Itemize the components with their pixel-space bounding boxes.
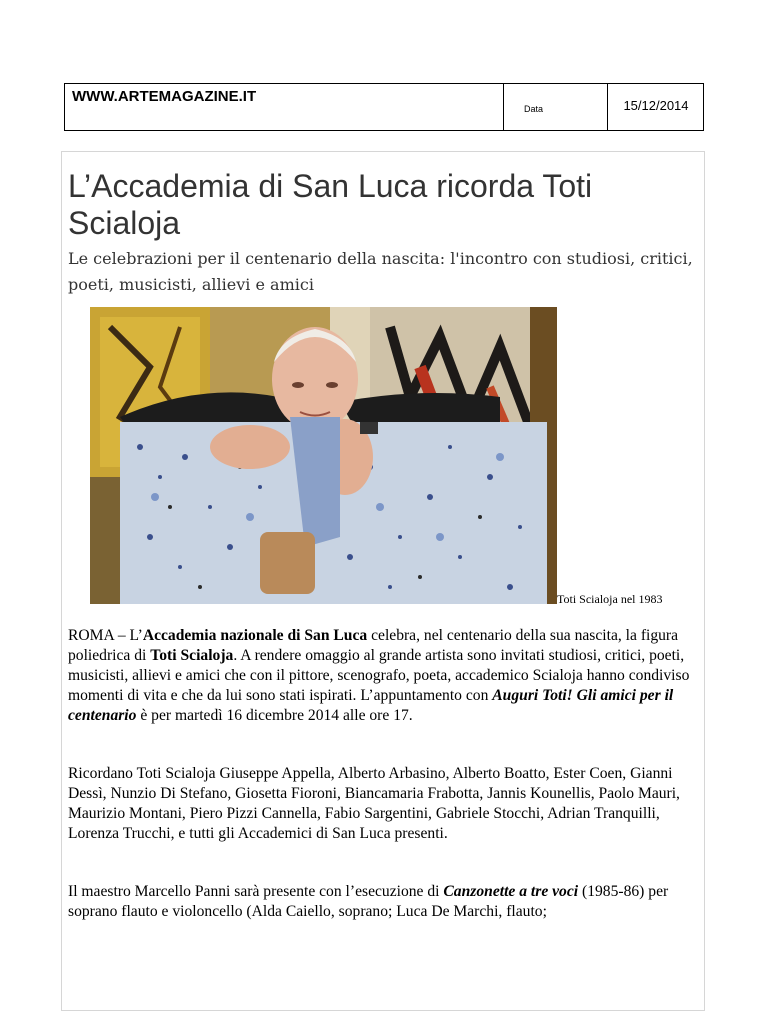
p1-text-g: è per martedì 16 dicembre 2014 alle ore 17. — [136, 707, 413, 724]
date-label-cell — [503, 84, 608, 130]
masthead-box — [64, 83, 704, 131]
p1-academy-name: Accademia nazionale di San Luca — [142, 627, 368, 644]
photo-caption: Toti Scialoja nel 1983 — [557, 592, 663, 606]
body-paragraph-1 — [68, 626, 700, 726]
article-subtitle: Le celebrazioni per il centenario della nascita: l'incontro con studiosi, critici, poeti, musicisti, allievi e amici — [68, 249, 693, 294]
p1-text-a: ROMA – L’ — [68, 627, 143, 644]
date-label: Data — [524, 104, 544, 114]
site-name: WWW.ARTEMAGAZINE.IT — [72, 88, 257, 105]
article-photo — [90, 307, 557, 604]
body-paragraph-2: Ricordano Toti Scialoja Giuseppe Appella, Alberto Arbasino, Alberto Boatto, Ester Coen, Gianni Dessì, Nunzio Di Stefano, Giosetta Fioroni, Biancamaria Frabotta, Jannis Kounellis, Paolo Mauri, Maurizio Montani, Piero Pizzi Cannella, Fabio Sargentini, Gabriele Stocchi, Adrian Tranquilli, Lorenza Trucchi, e tutti gli Accademici di San Luca presenti. — [68, 765, 680, 842]
p1-text-c: celebra, nel centenario della sua nascita, la figura poliedrica di — [68, 627, 679, 664]
article-title: L’Accademia di San Luca ricorda Toti Scialoja — [68, 168, 593, 241]
date-value: 15/12/2014 — [623, 98, 689, 113]
portrait-illustration — [90, 307, 557, 604]
p3-text-a: Il maestro Marcello Panni sarà presente con l’esecuzione di — [68, 883, 444, 900]
p1-event-title: Auguri Toti! Gli amici per il centenario — [68, 687, 674, 724]
p1-artist-name: Toti Scialoja — [150, 647, 234, 664]
p3-work-title: Canzonette a tre voci — [443, 883, 579, 900]
p3-text-c: (1985-86) per soprano flauto e violoncello (Alda Caiello, soprano; Luca De Marchi, flauto; — [68, 883, 669, 920]
date-value-cell — [607, 84, 704, 130]
body-paragraph-3 — [68, 882, 700, 922]
p1-text-e: . A rendere omaggio al grande artista sono invitati studiosi, critici, poeti, musicisti, allievi e amici che con il pittore, scenografo, poeta, accademico Scialoja hanno condiviso momenti di vita e che da lui sono stati ispirati. L’appuntamento con — [68, 647, 690, 704]
